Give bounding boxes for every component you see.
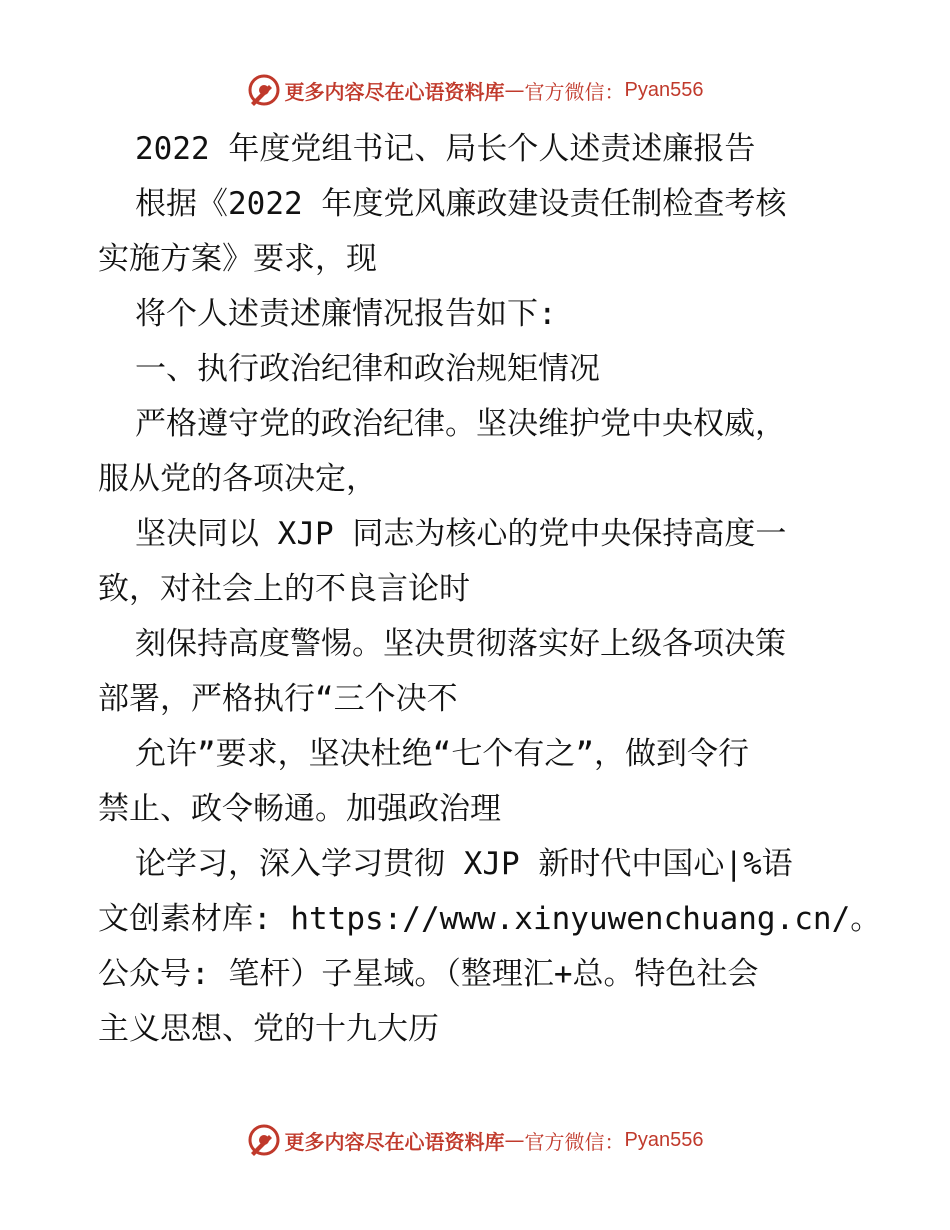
paragraph-line: 实施方案》要求，现 [98,241,377,277]
section-heading: 一、执行政治纪律和政治规矩情况 [135,351,600,387]
paragraph-line: 刻保持高度警惕。坚决贯彻落实好上级各项决策 [135,626,786,662]
banner-main-text: 更多内容尽在心语资料库 [284,79,505,104]
paragraph-line: 禁止、政令畅通。加强政治理 [98,791,501,827]
banner-wechat-id: Pyan556 [624,78,704,101]
banner-separator: — [504,1128,525,1152]
banner-wechat-id: Pyan556 [624,1128,704,1151]
paragraph-line: 部署，严格执行“三个决不 [98,681,458,717]
paragraph-line: 主义思想、党的十九大历 [98,1011,439,1047]
banner-wechat-label: 官方微信： [524,1129,625,1154]
paragraph-line: 坚决同以 XJP 同志为核心的党中央保持高度一 [135,516,787,552]
pen-logo-icon [247,1123,281,1157]
paragraph-line: 论学习，深入学习贯彻 XJP 新时代中国心|%语 [135,846,793,882]
paragraph-line: 公众号: 笔杆）子星域。（整理汇+总。特色社会 [98,956,759,992]
banner-main-text: 更多内容尽在心语资料库 [284,1129,505,1154]
banner-wechat-label: 官方微信： [524,79,625,104]
document-title: 2022 年度党组书记、局长个人述责述廉报告 [135,131,756,167]
paragraph-line: 致，对社会上的不良言论时 [98,571,470,607]
paragraph-line: 将个人述责述廉情况报告如下: [135,296,557,332]
footer-watermark-banner [0,1122,950,1158]
document-body [98,122,882,1057]
paragraph-line: 严格遵守党的政治纪律。坚决维护党中央权威， [135,406,786,442]
header-watermark-banner [0,72,950,108]
paragraph-line: 根据《2022 年度党风廉政建设责任制检查考核 [135,186,787,222]
banner-separator: — [504,78,525,102]
paragraph-line: 文创素材库: https://www.xinyuwenchuang.cn/。 [98,901,882,937]
paragraph-line: 服从党的各项决定， [98,461,377,497]
paragraph-line: 允许”要求，坚决杜绝“七个有之”，做到令行 [135,736,749,772]
pen-logo-icon [247,73,281,107]
